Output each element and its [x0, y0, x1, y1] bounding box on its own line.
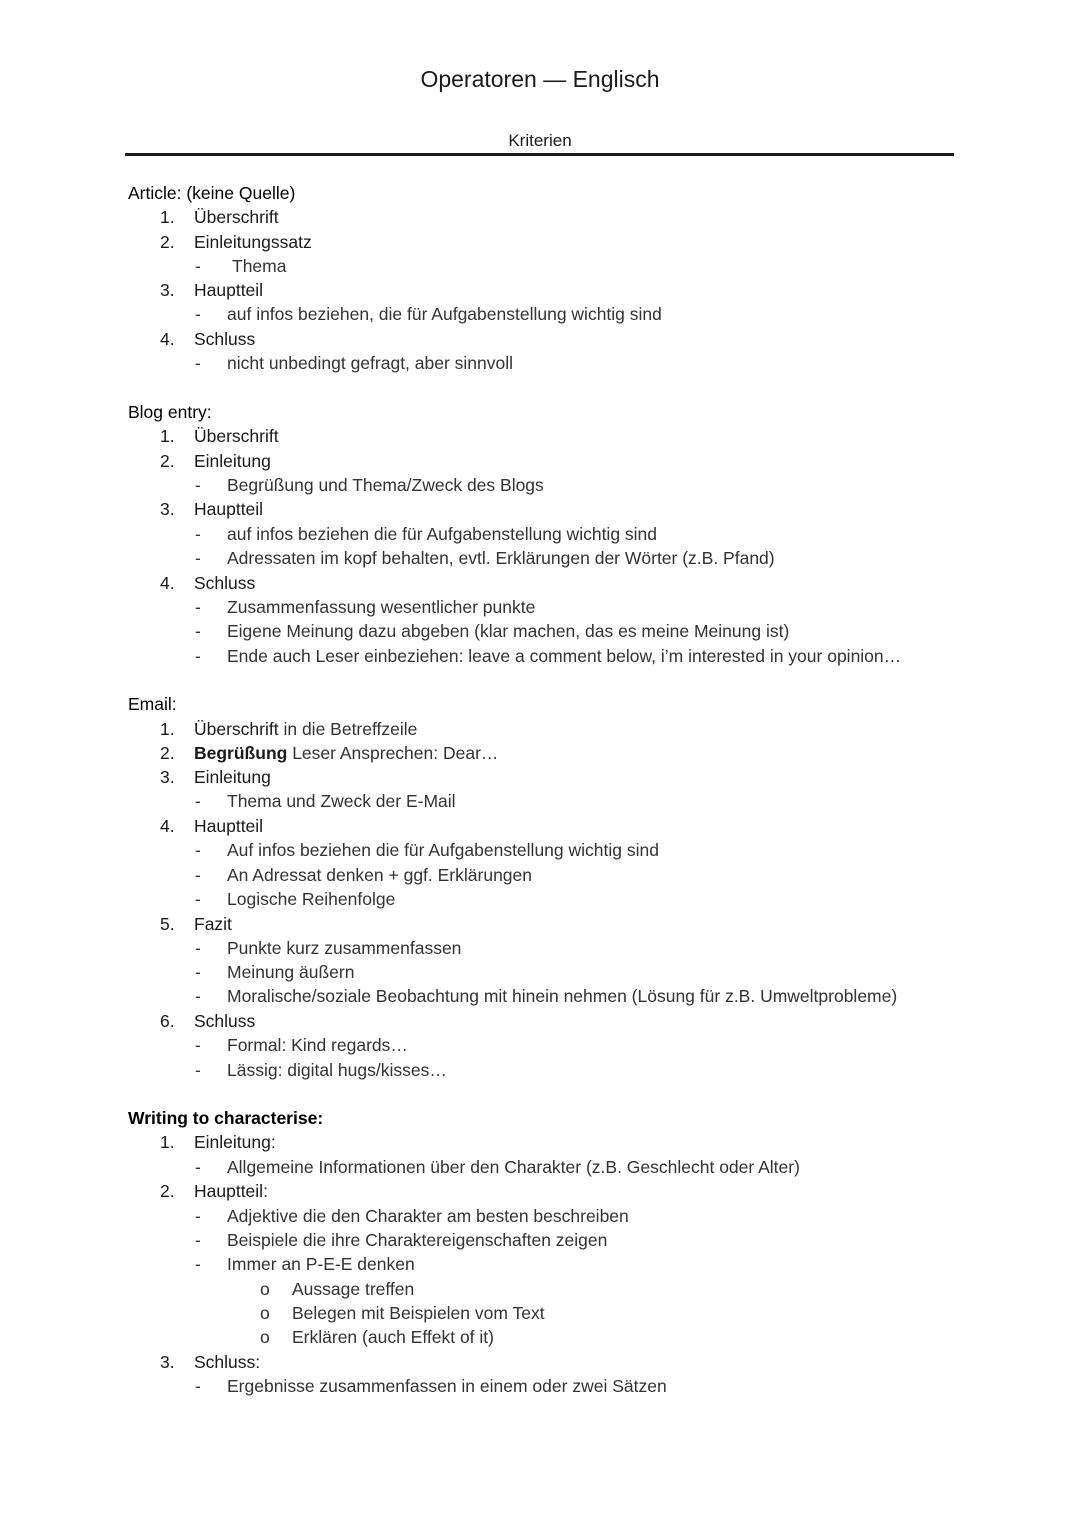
sub-item: - Moralische/soziale Beobachtung mit hinein nehmen (Lösung für z.B. Umweltprobleme)	[195, 986, 898, 1006]
sub-item: - auf infos beziehen, die für Aufgabenstellung wichtig sind	[195, 304, 662, 324]
section-heading-email: Email:	[128, 694, 177, 714]
sub-item: - Thema	[195, 256, 287, 276]
sub-item: - Adjektive die den Charakter am besten beschreiben	[195, 1206, 629, 1226]
sub-item: - Auf infos beziehen die für Aufgabenstellung wichtig sind	[195, 840, 659, 860]
sub-item: - Eigene Meinung dazu abgeben (klar machen, das es meine Meinung ist)	[195, 621, 790, 641]
sub-item: - Lässig: digital hugs/kisses…	[195, 1060, 447, 1080]
sub-item: - Formal: Kind regards…	[195, 1035, 408, 1055]
sub-item: - Beispiele die ihre Charaktereigenschaften zeigen	[195, 1230, 608, 1250]
list-item: 3. Schluss:	[160, 1352, 261, 1372]
list-item: 1. Überschrift	[160, 207, 279, 227]
list-item: 6. Schluss	[160, 1011, 256, 1031]
list-item: 4. Hauptteil	[160, 816, 264, 836]
sub-item: - Allgemeine Informationen über den Charakter (z.B. Geschlecht oder Alter)	[195, 1157, 800, 1177]
sub-item: - auf infos beziehen die für Aufgabenstellung wichtig sind	[195, 524, 658, 544]
sub-item: - Meinung äußern	[195, 962, 355, 982]
section-heading-blog: Blog entry:	[128, 402, 212, 422]
sub-item: - An Adressat denken + ggf. Erklärungen	[195, 865, 532, 885]
list-item: 4. Schluss	[160, 329, 256, 349]
header-divider	[125, 153, 954, 156]
list-item: 2. Hauptteil:	[160, 1181, 268, 1201]
criteria-header: Kriterien	[508, 131, 572, 150]
sub-item: - Ende auch Leser einbeziehen: leave a comment below, i’m interested in your opinion…	[195, 646, 902, 666]
sub-item: - Immer an P-E-E denken	[195, 1254, 415, 1274]
list-item: 2. Einleitungssatz	[160, 232, 312, 252]
sub-item: - Zusammenfassung wesentlicher punkte	[195, 597, 536, 617]
page-title: Operatoren — Englisch	[420, 66, 660, 92]
list-item: 4. Schluss	[160, 573, 256, 593]
list-item: 3. Einleitung	[160, 767, 271, 787]
sub-item: - Ergebnisse zusammenfassen in einem oder zwei Sätzen	[195, 1376, 667, 1396]
sub-item: - nicht unbedingt gefragt, aber sinnvoll	[195, 353, 514, 373]
list-item: 2. Einleitung	[160, 451, 271, 471]
list-item: 3. Hauptteil	[160, 499, 264, 519]
list-item: 3. Hauptteil	[160, 280, 264, 300]
list-item: 5. Fazit	[160, 914, 232, 934]
sub-item: - Adressaten im kopf behalten, evtl. Erklärungen der Wörter (z.B. Pfand)	[195, 548, 775, 568]
sub-item: - Thema und Zweck der E-Mail	[195, 791, 456, 811]
list-item: 1. Einleitung:	[160, 1132, 276, 1152]
section-heading-article: Article: (keine Quelle)	[128, 183, 296, 203]
sub-item: - Punkte kurz zusammenfassen	[195, 938, 462, 958]
list-item: 1. Überschrift	[160, 426, 279, 446]
list-item: 2. Begrüßung Leser Ansprechen: Dear…	[160, 743, 499, 763]
bullet-item: o Aussage treffen	[260, 1279, 415, 1299]
bullet-item: o Erklären (auch Effekt of it)	[260, 1327, 494, 1347]
section-heading-characterise: Writing to characterise:	[128, 1108, 324, 1128]
sub-item: - Begrüßung und Thema/Zweck des Blogs	[195, 475, 544, 495]
bullet-item: o Belegen mit Beispielen vom Text	[260, 1303, 545, 1323]
list-item: 1. Überschrift in die Betreffzeile	[160, 719, 418, 739]
sub-item: - Logische Reihenfolge	[195, 889, 396, 909]
